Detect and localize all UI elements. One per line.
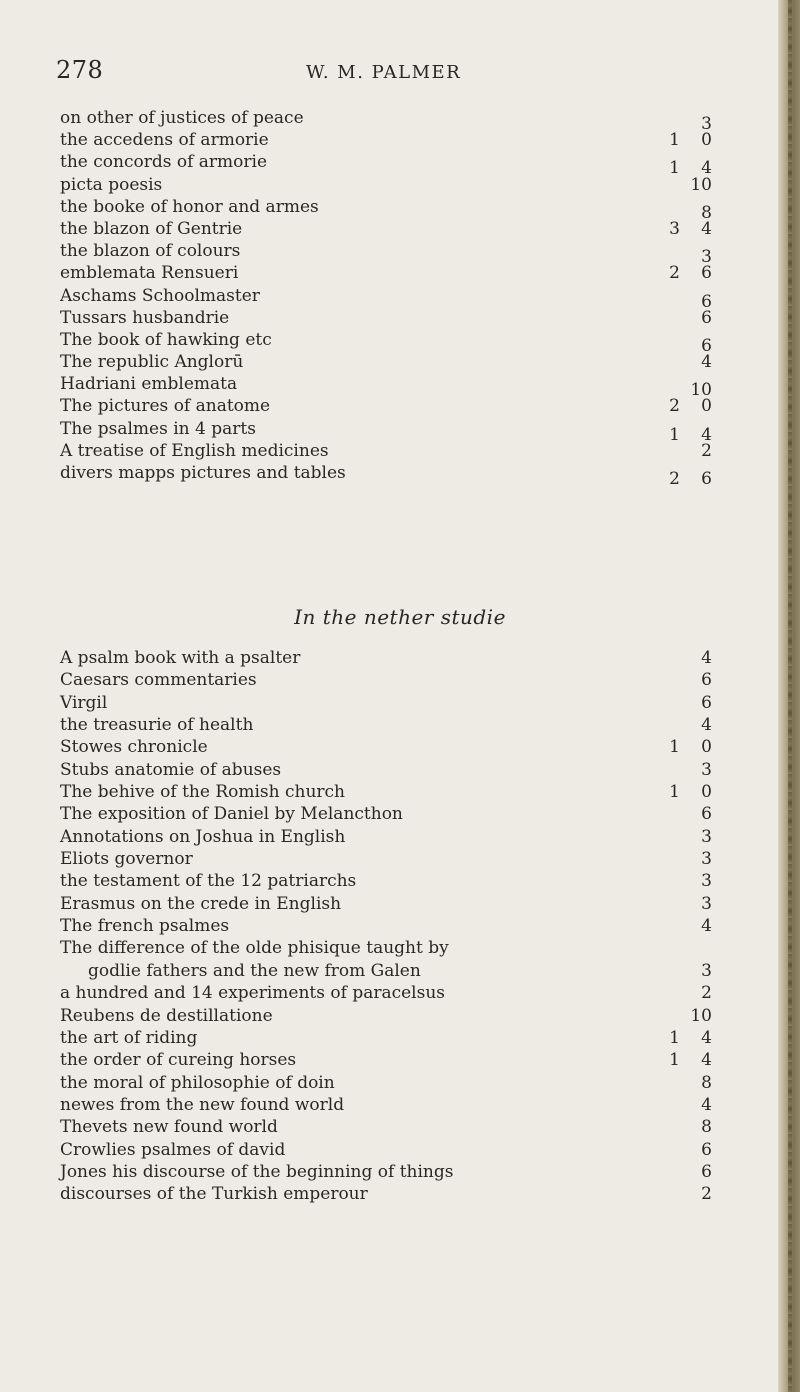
item-shillings: 2: [669, 469, 680, 489]
item-pence: 0: [701, 396, 712, 417]
list-item: [60, 329, 712, 356]
item-title: Virgil: [60, 692, 108, 713]
item-title: Crowlies psalmes of david: [60, 1139, 286, 1160]
item-pence: 4: [701, 648, 712, 668]
item-shillings: 1: [669, 1027, 680, 1048]
item-title: Stubs anatomie of abuses: [60, 759, 282, 780]
item-title: The republic Anglorū: [60, 352, 244, 373]
item-title: The exposition of Daniel by Melancthon: [60, 804, 403, 825]
list-item: [60, 759, 712, 781]
item-pence: 2: [701, 983, 712, 1004]
item-title: The psalmes in 4 parts: [60, 418, 256, 439]
list-item: [60, 1094, 712, 1116]
list-item: [60, 373, 712, 401]
list-item: [60, 870, 712, 892]
page-edge-binding: [788, 0, 792, 1392]
list-item: [60, 1027, 712, 1049]
list-item: [60, 714, 712, 736]
item-shillings: 2: [669, 396, 680, 417]
book-list-lower: [60, 647, 712, 1206]
item-title: Eliots governor: [60, 849, 193, 870]
item-pence: 4: [701, 1050, 712, 1071]
item-title: Caesars commentaries: [60, 670, 257, 691]
list-item: [60, 307, 712, 329]
list-item: [60, 1116, 712, 1138]
item-title: newes from the new found world: [60, 1094, 345, 1115]
item-pence: 6: [701, 692, 712, 713]
item-pence: 4: [701, 158, 712, 179]
item-title: A treatise of English medicines: [60, 440, 329, 461]
item-pence: 6: [701, 469, 712, 489]
item-title: on other of justices of peace: [60, 108, 304, 128]
list-item: [60, 803, 712, 825]
list-item: [60, 174, 712, 196]
item-pence: 4: [701, 1027, 712, 1048]
list-item: [60, 781, 712, 803]
page-number: 278: [56, 56, 104, 84]
item-pence: 6: [701, 263, 712, 284]
list-item: [60, 1161, 712, 1183]
item-title: godlie fathers and the new from Galen: [88, 960, 421, 981]
list-item: [60, 736, 712, 758]
item-pence: 4: [701, 715, 712, 736]
item-title: Reubens de destillatione: [60, 1005, 273, 1026]
item-pence: 3: [701, 247, 712, 268]
item-shillings: 1: [669, 130, 680, 151]
list-item: [60, 1183, 712, 1205]
list-item: [60, 395, 712, 417]
item-title: The pictures of anatome: [60, 396, 271, 417]
list-item: [60, 462, 712, 489]
list-item: [60, 647, 712, 669]
item-title: the treasurie of health: [60, 715, 254, 736]
list-item: [60, 1072, 712, 1094]
list-item: [60, 262, 712, 284]
item-title: discourses of the Turkish emperour: [60, 1184, 368, 1205]
item-pence: 3: [701, 893, 712, 914]
item-title: the accedens of armorie: [60, 130, 269, 151]
list-item: [60, 418, 712, 445]
item-title: the testament of the 12 patriarchs: [60, 871, 357, 892]
item-pence: 8: [701, 1072, 712, 1093]
item-pence: 6: [701, 1139, 712, 1160]
item-pence: 4: [701, 916, 712, 937]
list-item: [60, 1049, 712, 1071]
list-item: [60, 240, 712, 268]
list-item: [60, 151, 712, 179]
item-shillings: 1: [669, 737, 680, 758]
item-pence: 6: [701, 670, 712, 691]
section-heading: In the nether studie: [294, 605, 506, 629]
item-pence: 0: [701, 130, 712, 151]
item-title: Annotations on Joshua in English: [60, 826, 346, 847]
item-shillings: 1: [669, 1050, 680, 1071]
list-item-continuation: [60, 960, 712, 982]
item-pence: 4: [701, 424, 712, 445]
list-item: [60, 848, 712, 870]
item-title: The book of hawking etc: [60, 329, 272, 350]
item-title: The french psalmes: [60, 916, 230, 937]
item-title: Jones his discourse of the beginning of things: [60, 1161, 454, 1182]
list-item: [60, 107, 712, 134]
item-pence: 10: [690, 380, 712, 401]
item-title: The difference of the olde phisique taught by: [60, 938, 449, 959]
item-title: Tussars husbandrie: [60, 307, 230, 328]
list-item: [60, 285, 712, 312]
item-pence: 8: [701, 202, 712, 223]
list-item: [60, 826, 712, 848]
list-item: [60, 218, 712, 240]
item-pence: 10: [690, 1005, 712, 1026]
list-item: [60, 692, 712, 714]
item-pence: 10: [690, 174, 712, 195]
item-title: Stowes chronicle: [60, 737, 208, 758]
list-item: [60, 440, 712, 462]
item-shillings: 1: [669, 158, 680, 179]
item-pence: 3: [701, 849, 712, 870]
item-pence: 4: [701, 218, 712, 239]
item-pence: 6: [701, 804, 712, 825]
item-title: a hundred and 14 experiments of paracelsus: [60, 983, 446, 1004]
list-item: [60, 982, 712, 1004]
item-title: A psalm book with a psalter: [60, 648, 301, 668]
item-title: Erasmus on the crede in English: [60, 893, 342, 914]
item-pence: 3: [701, 960, 712, 981]
book-list-upper: [60, 107, 712, 489]
item-shillings: 3: [669, 218, 680, 239]
item-pence: 4: [701, 1094, 712, 1115]
list-item: [60, 915, 712, 937]
item-title: the booke of honor and armes: [60, 196, 319, 217]
item-title: the art of riding: [60, 1027, 198, 1048]
running-title: W. M. PALMER: [306, 62, 462, 83]
list-item: [60, 351, 712, 373]
item-pence: 0: [701, 737, 712, 758]
item-title: picta poesis: [60, 174, 163, 195]
item-pence: 6: [701, 307, 712, 328]
item-pence: 3: [701, 114, 712, 134]
item-pence: 4: [701, 352, 712, 373]
item-pence: 6: [701, 1161, 712, 1182]
item-pence: 3: [701, 759, 712, 780]
item-pence: 3: [701, 826, 712, 847]
item-shillings: 1: [669, 424, 680, 445]
item-shillings: 1: [669, 782, 680, 803]
list-item: [60, 1005, 712, 1027]
item-title: divers mapps pictures and tables: [60, 463, 346, 483]
item-pence: 6: [701, 291, 712, 312]
item-pence: 0: [701, 782, 712, 803]
list-item: [60, 1139, 712, 1161]
item-title: Aschams Schoolmaster: [60, 285, 260, 306]
item-shillings: 2: [669, 263, 680, 284]
item-pence: 8: [701, 1117, 712, 1138]
list-item: [60, 937, 712, 959]
list-item: [60, 893, 712, 915]
list-item: [60, 129, 712, 151]
list-item: [60, 669, 712, 691]
item-title: The behive of the Romish church: [60, 782, 346, 803]
item-title: the blazon of Gentrie: [60, 218, 243, 239]
list-item: [60, 196, 712, 223]
item-title: the order of cureing horses: [60, 1050, 297, 1071]
item-title: Hadriani emblemata: [60, 374, 238, 395]
item-title: the blazon of colours: [60, 241, 241, 262]
item-title: the moral of philosophie of doin: [60, 1072, 335, 1093]
item-pence: 6: [701, 335, 712, 356]
item-pence: 3: [701, 871, 712, 892]
item-pence: 2: [701, 440, 712, 461]
item-title: the concords of armorie: [60, 152, 268, 173]
item-pence: 2: [701, 1184, 712, 1205]
item-title: Thevets new found world: [60, 1117, 278, 1138]
item-title: emblemata Rensueri: [60, 263, 239, 284]
